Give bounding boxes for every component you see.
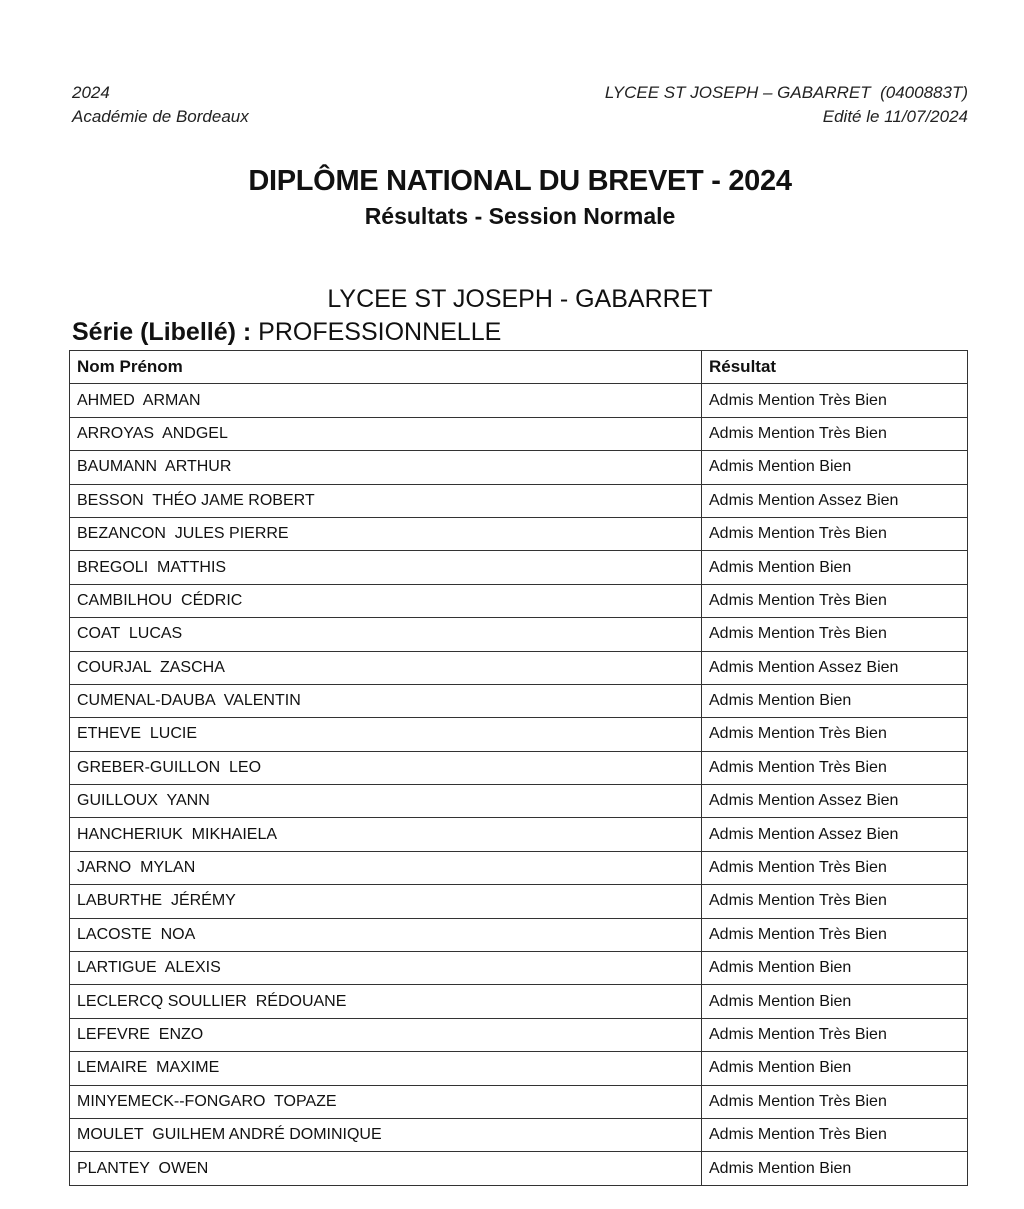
name-cell: GREBER-GUILLON LEO xyxy=(70,751,702,784)
table-row xyxy=(70,1018,968,1051)
name-cell: MOULET GUILHEM ANDRÉ DOMINIQUE xyxy=(70,1118,702,1151)
result-cell: Admis Mention Assez Bien xyxy=(702,818,968,851)
table-row xyxy=(70,551,968,584)
result-cell: Admis Mention Bien xyxy=(702,985,968,1018)
name-cell: PLANTEY OWEN xyxy=(70,1152,702,1185)
result-cell: Admis Mention Très Bien xyxy=(702,384,968,417)
name-cell: ETHEVE LUCIE xyxy=(70,718,702,751)
result-cell: Admis Mention Très Bien xyxy=(702,618,968,651)
table-row xyxy=(70,417,968,450)
result-cell: Admis Mention Très Bien xyxy=(702,1118,968,1151)
name-cell: HANCHERIUK MIKHAIELA xyxy=(70,818,702,851)
table-header-row xyxy=(70,351,968,384)
result-cell: Admis Mention Assez Bien xyxy=(702,651,968,684)
table-row xyxy=(70,1085,968,1118)
result-cell: Admis Mention Très Bien xyxy=(702,885,968,918)
name-cell: CUMENAL-DAUBA VALENTIN xyxy=(70,684,702,717)
table-row xyxy=(70,1152,968,1185)
serie-value: PROFESSIONNELLE xyxy=(251,318,502,346)
table-row xyxy=(70,517,968,550)
header-school-code: LYCEE ST JOSEPH – GABARRET (0400883T) xyxy=(604,83,968,102)
name-cell: BESSON THÉO JAME ROBERT xyxy=(70,484,702,517)
serie-label: Série (Libellé) : xyxy=(72,318,252,346)
table-row xyxy=(70,484,968,517)
name-cell: LEFEVRE ENZO xyxy=(70,1018,702,1051)
results-table xyxy=(69,350,968,1186)
table-row xyxy=(70,985,968,1018)
result-cell: Admis Mention Très Bien xyxy=(702,1085,968,1118)
result-cell: Admis Mention Très Bien xyxy=(702,918,968,951)
results-table-body xyxy=(70,384,968,1185)
table-row xyxy=(70,651,968,684)
header-left xyxy=(72,81,249,129)
table-row xyxy=(70,384,968,417)
column-header-name: Nom Prénom xyxy=(70,351,702,384)
name-cell: LARTIGUE ALEXIS xyxy=(70,952,702,985)
name-cell: LEMAIRE MAXIME xyxy=(70,1052,702,1085)
table-row xyxy=(70,451,968,484)
header-right xyxy=(605,81,968,129)
name-cell: MINYEMECK--FONGARO TOPAZE xyxy=(70,1085,702,1118)
table-row xyxy=(70,952,968,985)
table-row xyxy=(70,851,968,884)
name-cell: LACOSTE NOA xyxy=(70,918,702,951)
table-row xyxy=(70,1052,968,1085)
result-cell: Admis Mention Bien xyxy=(702,1152,968,1185)
table-row xyxy=(70,684,968,717)
result-cell: Admis Mention Bien xyxy=(702,551,968,584)
header-academy: Académie de Bordeaux xyxy=(72,107,249,126)
result-cell: Admis Mention Très Bien xyxy=(702,718,968,751)
table-row xyxy=(70,818,968,851)
result-cell: Admis Mention Bien xyxy=(702,451,968,484)
name-cell: CAMBILHOU CÉDRIC xyxy=(70,584,702,617)
result-cell: Admis Mention Assez Bien xyxy=(702,785,968,818)
result-cell: Admis Mention Bien xyxy=(702,1052,968,1085)
table-row xyxy=(70,751,968,784)
column-header-result: Résultat xyxy=(702,351,968,384)
name-cell: COURJAL ZASCHA xyxy=(70,651,702,684)
name-cell: LABURTHE JÉRÉMY xyxy=(70,885,702,918)
document-subtitle: Résultats - Session Normale xyxy=(364,203,676,229)
name-cell: COAT LUCAS xyxy=(70,618,702,651)
header-year: 2024 xyxy=(72,83,110,102)
table-row xyxy=(70,718,968,751)
table-row xyxy=(70,1118,968,1151)
table-row xyxy=(70,918,968,951)
table-row xyxy=(70,785,968,818)
name-cell: GUILLOUX YANN xyxy=(70,785,702,818)
result-cell: Admis Mention Très Bien xyxy=(702,751,968,784)
result-cell: Admis Mention Très Bien xyxy=(702,1018,968,1051)
name-cell: ARROYAS ANDGEL xyxy=(70,417,702,450)
result-cell: Admis Mention Très Bien xyxy=(702,851,968,884)
result-cell: Admis Mention Bien xyxy=(702,684,968,717)
result-cell: Admis Mention Bien xyxy=(702,952,968,985)
result-cell: Admis Mention Très Bien xyxy=(702,417,968,450)
serie-line xyxy=(72,318,501,347)
name-cell: BEZANCON JULES PIERRE xyxy=(70,517,702,550)
result-cell: Admis Mention Assez Bien xyxy=(702,484,968,517)
table-row xyxy=(70,618,968,651)
name-cell: LECLERCQ SOULLIER RÉDOUANE xyxy=(70,985,702,1018)
name-cell: BREGOLI MATTHIS xyxy=(70,551,702,584)
table-row xyxy=(70,584,968,617)
result-cell: Admis Mention Très Bien xyxy=(702,517,968,550)
header-edit-date: Edité le 11/07/2024 xyxy=(822,107,968,126)
name-cell: BAUMANN ARTHUR xyxy=(70,451,702,484)
table-row xyxy=(70,885,968,918)
name-cell: AHMED ARMAN xyxy=(70,384,702,417)
name-cell: JARNO MYLAN xyxy=(70,851,702,884)
school-name: LYCEE ST JOSEPH - GABARRET xyxy=(327,285,713,313)
document-title: DIPLÔME NATIONAL DU BREVET - 2024 xyxy=(248,165,792,197)
result-cell: Admis Mention Très Bien xyxy=(702,584,968,617)
